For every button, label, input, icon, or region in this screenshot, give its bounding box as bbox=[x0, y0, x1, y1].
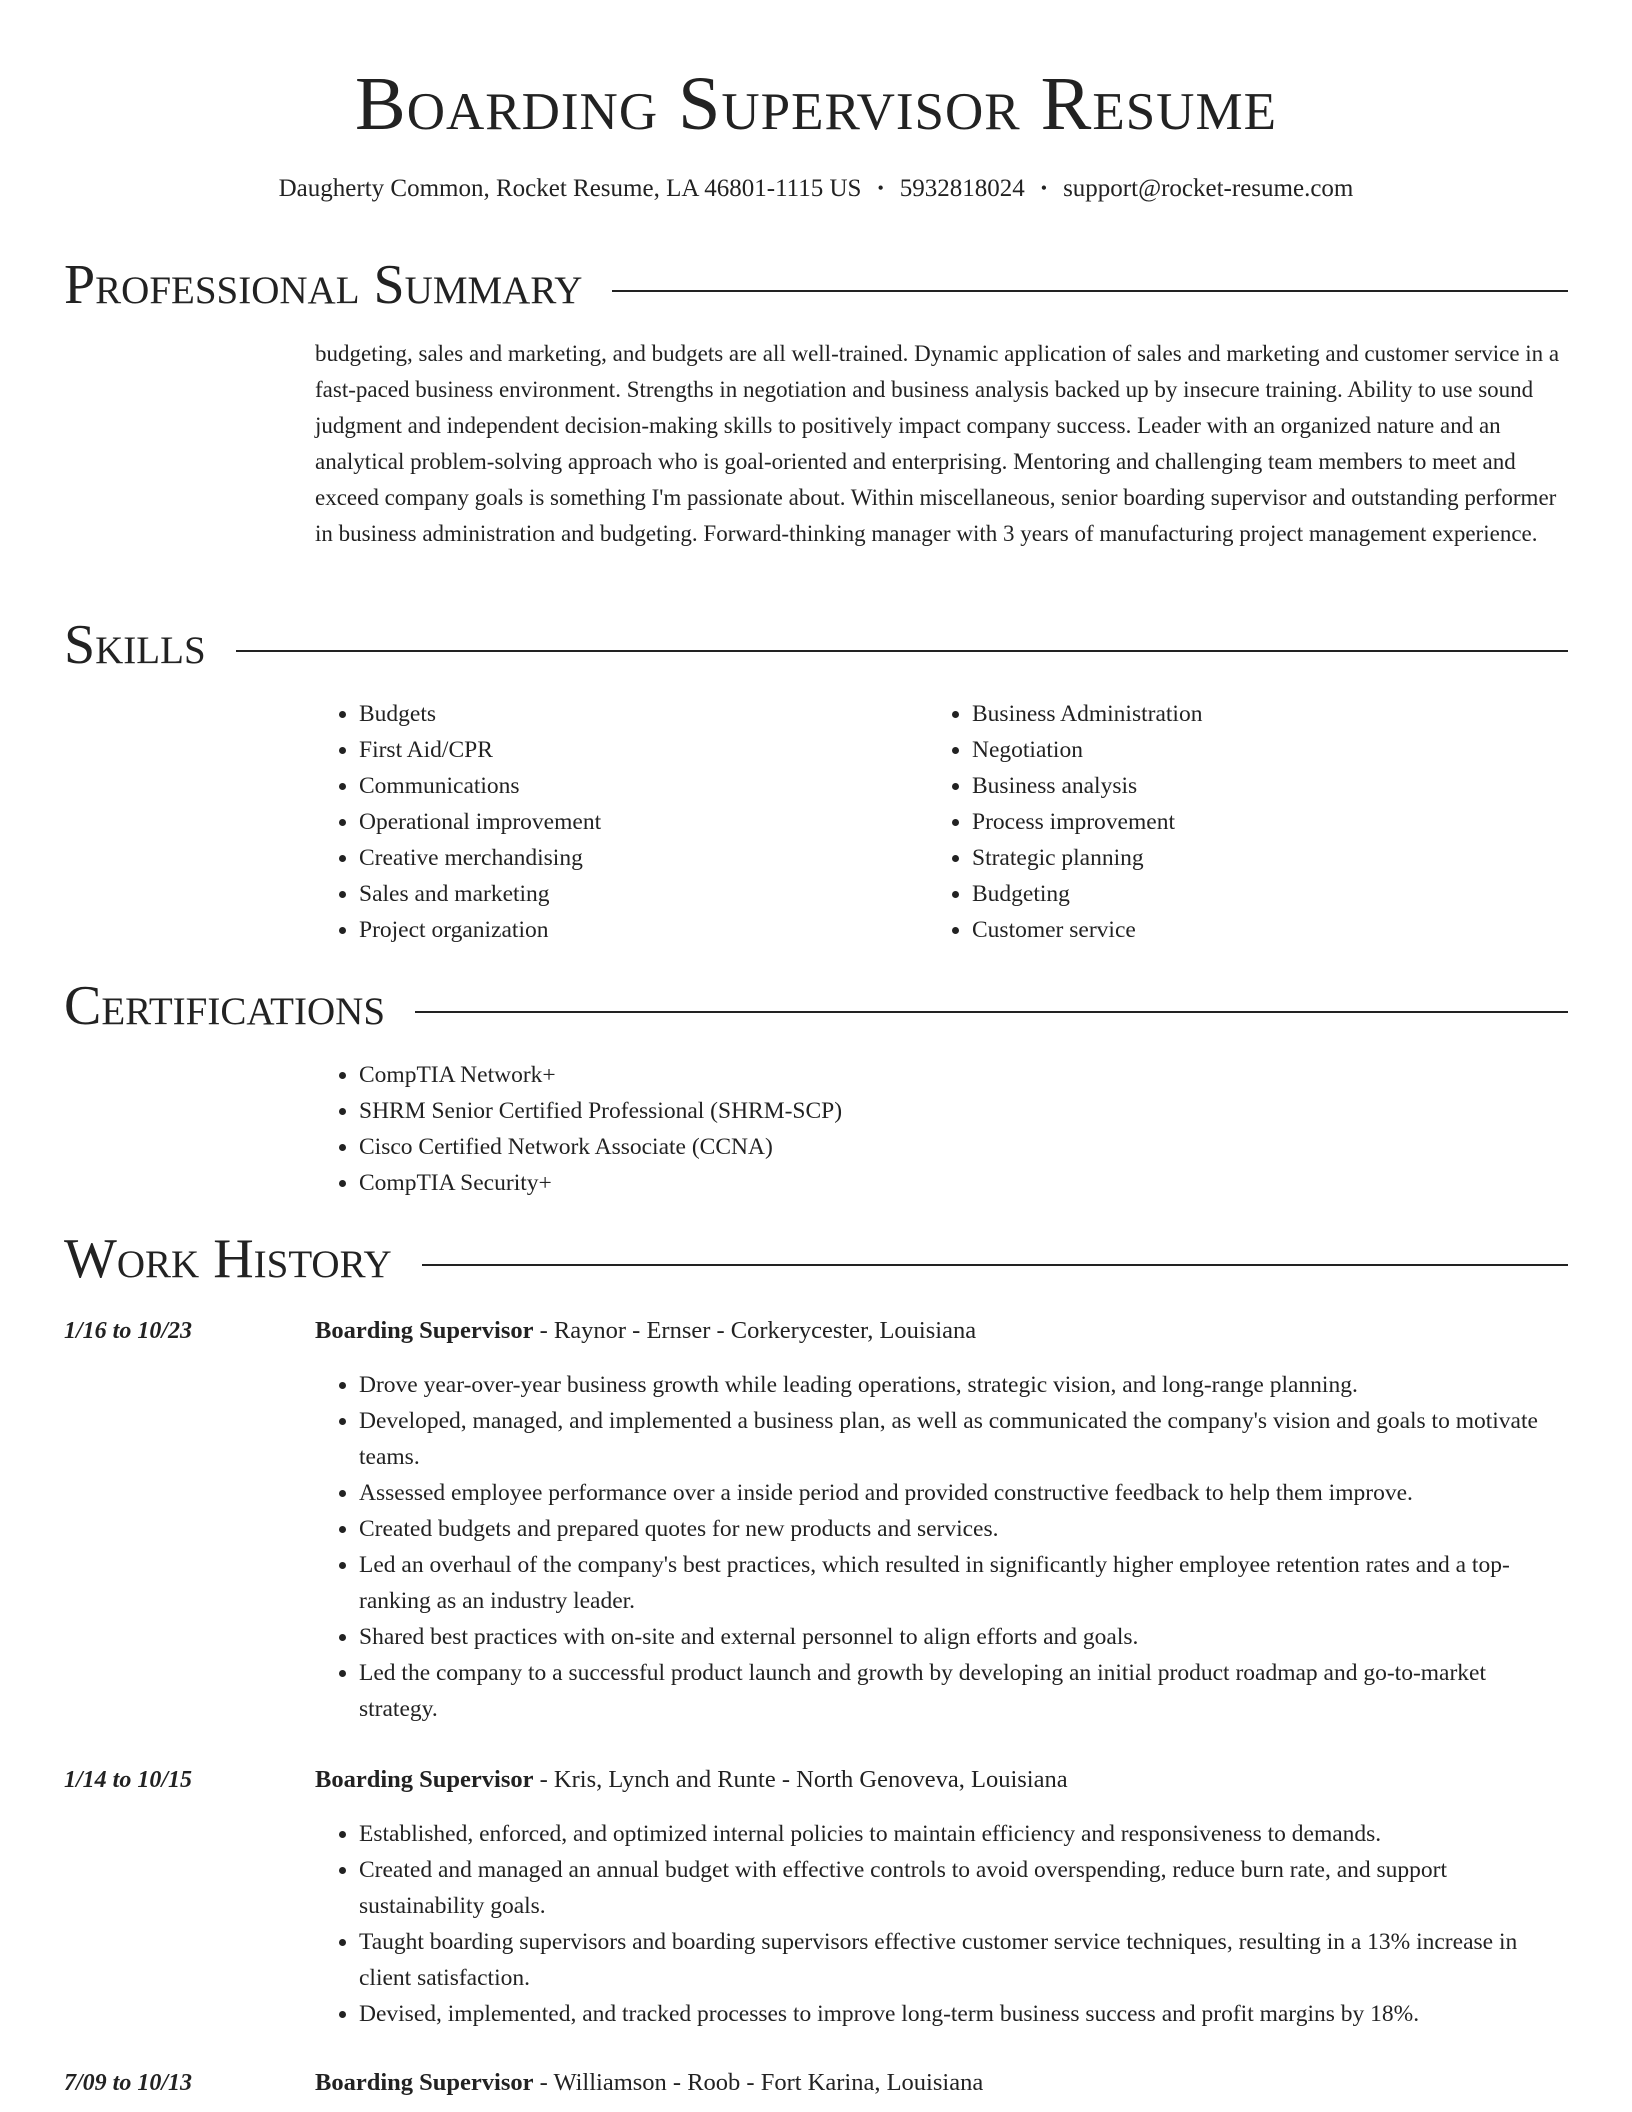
job-bullet: • Developed, managed, and implemented a business plan, as well as communicated the company's vision and goals to motivate teams. bbox=[359, 1403, 1568, 1475]
job-role: Boarding Supervisor bbox=[315, 1317, 534, 1344]
job-entry bbox=[315, 1762, 1568, 2032]
certifications-section-header bbox=[64, 971, 1568, 1041]
job-dates: 1/14 to 10/15 bbox=[64, 1767, 193, 1793]
job-company-location: - Raynor - Ernser - Corkerycester, Louisiana bbox=[533, 1317, 977, 1344]
job-entry bbox=[315, 2065, 1568, 2101]
skill-item: • Project organization bbox=[359, 912, 601, 948]
skill-item: • Communications bbox=[359, 768, 601, 804]
job-company-location: - Williamson - Roob - Fort Karina, Louisiana bbox=[533, 2069, 984, 2096]
contact-address: Daugherty Common, Rocket Resume, LA 46801-1115 US bbox=[278, 175, 862, 202]
skill-item: • Business Administration bbox=[972, 696, 1202, 732]
skill-item: • Customer service bbox=[972, 912, 1202, 948]
resume-title: Boarding Supervisor Resume bbox=[355, 62, 1277, 146]
summary-section-header bbox=[64, 250, 1568, 320]
certification-item: • CompTIA Security+ bbox=[359, 1165, 1568, 1201]
certifications-list bbox=[315, 1057, 1568, 1201]
contact-separator: • bbox=[1040, 178, 1048, 198]
skill-item: • Creative merchandising bbox=[359, 840, 601, 876]
certifications-heading: Certifications bbox=[64, 971, 415, 1041]
summary-heading: Professional Summary bbox=[64, 250, 612, 320]
skills-heading: Skills bbox=[64, 610, 236, 680]
contact-phone: 5932818024 bbox=[899, 175, 1025, 202]
job-bullet: • Taught boarding supervisors and boarding supervisors effective customer service techniques, resulting in a 13% increase in client satisfaction. bbox=[359, 1924, 1568, 1996]
skill-item: • Operational improvement bbox=[359, 804, 601, 840]
skill-item: • Budgets bbox=[359, 696, 601, 732]
job-title-line bbox=[315, 1313, 1568, 1349]
work-history-heading: Work History bbox=[64, 1224, 422, 1294]
job-bullets bbox=[315, 1367, 1568, 1727]
skill-item: • Strategic planning bbox=[972, 840, 1202, 876]
certification-item: • SHRM Senior Certified Professional (SHRM-SCP) bbox=[359, 1093, 1568, 1129]
job-bullet: • Shared best practices with on-site and external personnel to align efforts and goals. bbox=[359, 1619, 1568, 1655]
job-role: Boarding Supervisor bbox=[315, 1766, 534, 1793]
certification-item: • CompTIA Network+ bbox=[359, 1057, 1568, 1093]
contact-line bbox=[64, 172, 1568, 205]
contact-email: support@rocket-resume.com bbox=[1063, 175, 1354, 202]
skill-item: • Negotiation bbox=[972, 732, 1202, 768]
summary-text: budgeting, sales and marketing, and budgets are all well-trained. Dynamic application of sales and marketing and customer service in a fast-paced business environment. Strengths in negotiation and business analysis backed up by insecure training. Ability to use sound judgment and independent decision-making skills to positively impact company success. Leader with an organized nature and an analytical problem-solving approach who is goal-oriented and enterprising. Mentoring and challenging team members to meet and exceed company goals is something I'm passionate about. Within miscellaneous, senior boarding supervisor and outstanding performer in business administration and budgeting. Forward-thinking manager with 3 years of manufacturing project management experience. bbox=[315, 341, 1560, 546]
skill-item: • Business analysis bbox=[972, 768, 1202, 804]
skill-item: • Process improvement bbox=[972, 804, 1202, 840]
skill-item: • First Aid/CPR bbox=[359, 732, 601, 768]
certification-item: • Cisco Certified Network Associate (CCNA) bbox=[359, 1129, 1568, 1165]
certifications-bullets bbox=[315, 1057, 1568, 1201]
job-dates: 7/09 to 10/13 bbox=[64, 2070, 193, 2096]
job-bullet: • Created and managed an annual budget with effective controls to avoid overspending, reduce burn rate, and support sustainability goals. bbox=[359, 1852, 1568, 1924]
job-dates: 1/16 to 10/23 bbox=[64, 1318, 193, 1344]
skills-list bbox=[315, 696, 1568, 956]
job-bullet: • Devised, implemented, and tracked processes to improve long-term business success and profit margins by 18%. bbox=[359, 1996, 1568, 2032]
skills-list-left bbox=[315, 696, 601, 948]
skill-item: • Sales and marketing bbox=[359, 876, 601, 912]
job-title-line bbox=[315, 2065, 1568, 2101]
summary-body bbox=[315, 336, 1568, 552]
skills-list-right bbox=[928, 696, 1202, 948]
job-bullet: • Established, enforced, and optimized internal policies to maintain efficiency and responsiveness to demands. bbox=[359, 1816, 1568, 1852]
job-bullet: • Led the company to a successful product launch and growth by developing an initial product roadmap and go-to-market strategy. bbox=[359, 1655, 1568, 1727]
job-bullets bbox=[315, 1816, 1568, 2032]
section-divider bbox=[64, 650, 1568, 652]
job-bullet: • Assessed employee performance over a inside period and provided constructive feedback to help them improve. bbox=[359, 1475, 1568, 1511]
job-bullet: • Led an overhaul of the company's best practices, which resulted in significantly higher employee retention rates and a top-ranking as an industry leader. bbox=[359, 1547, 1568, 1619]
job-company-location: - Kris, Lynch and Runte - North Genoveva, Louisiana bbox=[533, 1766, 1068, 1793]
job-role: Boarding Supervisor bbox=[315, 2069, 534, 2096]
job-entry bbox=[315, 1313, 1568, 1727]
contact-separator: • bbox=[877, 178, 884, 198]
skill-item: • Budgeting bbox=[972, 876, 1202, 912]
job-bullet: • Created budgets and prepared quotes for new products and services. bbox=[359, 1511, 1568, 1547]
job-title-line bbox=[315, 1762, 1568, 1798]
work-history-section-header bbox=[64, 1224, 1568, 1294]
job-bullet: • Drove year-over-year business growth while leading operations, strategic vision, and long-range planning. bbox=[359, 1367, 1568, 1403]
skills-section-header bbox=[64, 610, 1568, 680]
